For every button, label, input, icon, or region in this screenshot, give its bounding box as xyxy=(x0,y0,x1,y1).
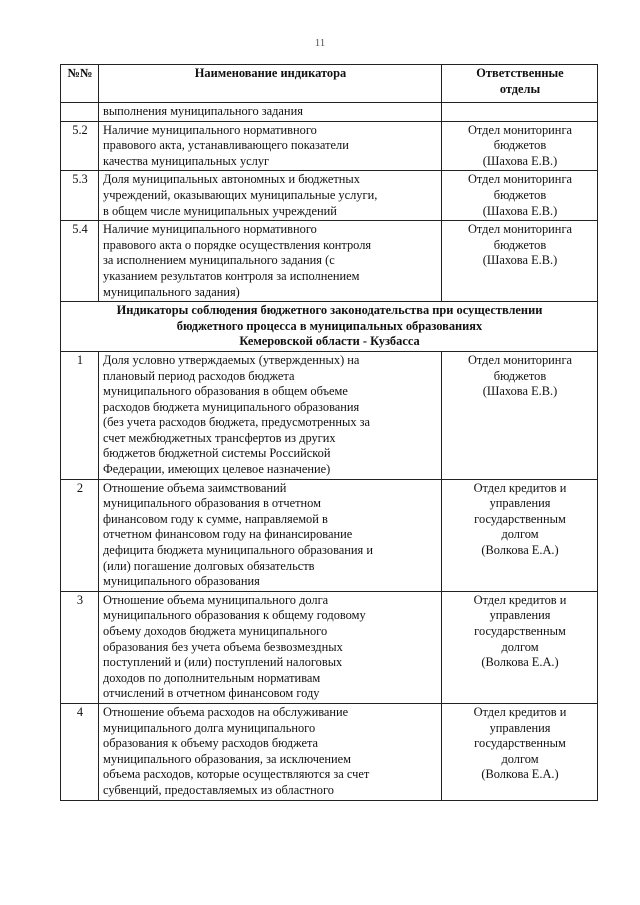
header-indicator-name: Наименование индикатора xyxy=(99,65,442,103)
responsible-department xyxy=(442,703,598,800)
table-row xyxy=(61,103,598,122)
section-title-line: Кемеровской области - Кузбасса xyxy=(239,334,420,349)
indicator-name-line: отчетном финансовом году на финансирование xyxy=(103,527,353,542)
indicator-name-line: правового акта о порядке осуществления контроля xyxy=(103,237,372,252)
indicator-name-line: финансовом году к сумме, направляемой в xyxy=(103,511,328,526)
indicator-name-line: поступлений и (или) поступлений налоговых xyxy=(103,655,343,670)
responsible-department xyxy=(442,351,598,479)
indicator-name-line: объема расходов, которые осуществляются за счет xyxy=(103,767,370,782)
indicator-name-line: бюджетов бюджетной системы Российской xyxy=(103,446,331,461)
table-row xyxy=(61,703,598,800)
indicator-name-line: муниципального образования, за исключением xyxy=(103,751,352,766)
indicator-name-line: указанием результатов контроля за исполнением xyxy=(103,268,360,283)
indicator-name-line: Федерации, имеющих целевое назначение) xyxy=(103,462,331,477)
responsible-department-line: (Волкова Е.А.) xyxy=(481,655,559,670)
row-number: 2 xyxy=(61,479,99,591)
indicator-name-line: Наличие муниципального нормативного xyxy=(103,122,317,137)
indicator-name-line: образования к объему расходов бюджета xyxy=(103,736,319,751)
responsible-department-line: управления xyxy=(489,608,551,623)
responsible-department-line: долгом xyxy=(501,639,539,654)
responsible-department-line: Отдел кредитов и xyxy=(473,480,567,495)
indicators-table xyxy=(60,64,598,801)
section-title-line: бюджетного процесса в муниципальных образованиях xyxy=(176,318,483,333)
header-resp-line: Ответственные xyxy=(476,66,564,80)
indicator-name-line: Доля муниципальных автономных и бюджетных xyxy=(103,172,360,187)
indicator-name-line: объему доходов бюджета муниципального xyxy=(103,624,328,638)
table-row xyxy=(61,479,598,591)
responsible-department-line: Отдел мониторинга xyxy=(467,122,573,137)
table-row xyxy=(61,121,598,171)
responsible-department-line: бюджетов xyxy=(493,138,547,153)
indicator-name-line: доходов по дополнительным нормативам xyxy=(103,670,321,685)
responsible-department-line: бюджетов xyxy=(493,368,547,383)
indicator-name-line: муниципального образования в отчетном xyxy=(103,496,321,511)
responsible-department xyxy=(442,479,598,591)
indicator-name-line: выполнения муниципального задания xyxy=(103,104,303,118)
indicator-name-line: муниципального долга муниципального xyxy=(103,720,316,735)
indicator-name xyxy=(99,351,442,479)
responsible-department-line: (Шахова Е.В.) xyxy=(482,203,558,218)
indicator-name xyxy=(99,703,442,800)
indicator-name-line: (или) погашение долговых обязательств xyxy=(103,558,315,573)
responsible-department-line: Отдел мониторинга xyxy=(467,352,573,367)
row-number: 1 xyxy=(61,351,99,479)
indicator-name-line: Доля условно утверждаемых (утвержденных) на xyxy=(103,352,360,367)
table-row xyxy=(61,351,598,479)
responsible-department-line: (Волкова Е.А.) xyxy=(481,543,559,558)
responsible-department-line: (Шахова Е.В.) xyxy=(482,384,558,399)
responsible-department xyxy=(442,121,598,171)
row-number xyxy=(61,103,99,122)
indicator-name xyxy=(99,171,442,221)
row-number: 4 xyxy=(61,703,99,800)
indicator-name xyxy=(99,121,442,171)
responsible-department xyxy=(442,221,598,302)
indicator-name-line: (без учета расходов бюджета, предусмотренных за xyxy=(103,415,371,430)
indicator-name-line: правового акта, устанавливающего показатели xyxy=(103,138,349,153)
indicator-name xyxy=(99,591,442,703)
indicator-name-line: качества муниципальных услуг xyxy=(103,153,270,168)
responsible-department-line: (Волкова Е.А.) xyxy=(481,767,559,782)
responsible-department xyxy=(442,103,598,122)
table-row xyxy=(61,221,598,302)
row-number: 3 xyxy=(61,591,99,703)
indicator-name-line: субвенций, предоставляемых из областного xyxy=(103,782,334,797)
section-header-row xyxy=(61,302,598,352)
responsible-department-line: долгом xyxy=(501,527,539,542)
indicator-name xyxy=(99,479,442,591)
indicator-name-line: муниципального задания) xyxy=(103,284,240,299)
section-body xyxy=(61,302,598,352)
indicator-name-line: муниципального образования xyxy=(103,574,260,589)
table-row xyxy=(61,171,598,221)
header-number: №№ xyxy=(61,65,99,103)
responsible-department-line: Отдел мониторинга xyxy=(467,222,573,237)
table-row xyxy=(61,591,598,703)
responsible-department-line: бюджетов xyxy=(493,237,547,252)
responsible-department-line: управления xyxy=(489,720,551,735)
responsible-department-line: бюджетов xyxy=(493,187,547,202)
row-number: 5.3 xyxy=(61,171,99,221)
table-body-lower xyxy=(61,351,598,800)
responsible-department-line: государственным xyxy=(474,511,566,526)
row-number: 5.4 xyxy=(61,221,99,302)
indicator-name-line: образования без учета объема безвозмездных xyxy=(103,639,343,654)
indicator-name-line: дефицита бюджета муниципального образования и xyxy=(103,543,373,558)
indicator-name-line: Отношение объема муниципального долга xyxy=(103,592,329,607)
indicator-name xyxy=(99,221,442,302)
responsible-department xyxy=(442,591,598,703)
page-number: 11 xyxy=(314,37,326,49)
indicator-name-line: отчислений в отчетном финансовом году xyxy=(103,686,320,701)
indicator-name xyxy=(99,103,442,122)
indicator-name-line: счет межбюджетных трансфертов из других xyxy=(103,430,336,445)
indicator-name-line: за исполнением муниципального задания (с xyxy=(103,253,335,268)
section-title xyxy=(61,302,598,352)
indicator-name-line: Отношение объема заимствований xyxy=(103,480,287,495)
responsible-department-line: Отдел кредитов и xyxy=(473,592,567,607)
responsible-department-line: долгом xyxy=(501,751,539,766)
section-title-line: Индикаторы соблюдения бюджетного законодательства при осуществлении xyxy=(116,303,543,318)
responsible-department-line: Отдел мониторинга xyxy=(467,172,573,187)
table-header-row xyxy=(61,65,598,103)
indicator-name-line: плановый период расходов бюджета xyxy=(103,368,295,383)
responsible-department-line: Отдел кредитов и xyxy=(473,704,567,719)
responsible-department xyxy=(442,171,598,221)
table-body-upper xyxy=(61,103,598,302)
header-resp-line: отделы xyxy=(499,81,541,96)
indicator-name-line: в общем числе муниципальных учреждений xyxy=(103,203,337,218)
indicator-name-line: муниципального образования к общему годовому xyxy=(103,608,366,623)
responsible-department-line: государственным xyxy=(474,624,566,638)
indicator-name-line: Наличие муниципального нормативного xyxy=(103,222,317,237)
responsible-department-line: государственным xyxy=(474,736,566,751)
responsible-department-line: (Шахова Е.В.) xyxy=(482,253,558,268)
indicator-name-line: муниципального образования в общем объеме xyxy=(103,384,348,399)
indicator-name-line: учреждений, оказывающих муниципальные услуги, xyxy=(103,187,378,202)
responsible-department-line: (Шахова Е.В.) xyxy=(482,153,558,168)
indicator-name-line: Отношение объема расходов на обслуживание xyxy=(103,704,349,719)
responsible-department-line: управления xyxy=(489,496,551,511)
indicator-name-line: расходов бюджета муниципального образования xyxy=(103,399,360,414)
row-number: 5.2 xyxy=(61,121,99,171)
header-responsible-departments xyxy=(442,65,598,103)
